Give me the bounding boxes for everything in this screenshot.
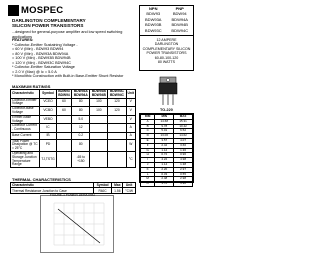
max-cell: Total Power Dissipation @ TC = 25°C	[11, 139, 40, 151]
max-cell: 12	[72, 124, 90, 133]
feature-item: = 2.0 V (Max) @ Ic = 5.0 A	[12, 69, 57, 74]
power-derating-graph	[40, 195, 114, 253]
max-col-header: Characteristic	[11, 90, 40, 99]
dims-cell: 9.78	[155, 124, 174, 129]
dims-cell: M	[141, 177, 155, 182]
max-col-header: BDW93C BDW94C	[108, 90, 126, 99]
desc-line: 12 AMPERE	[156, 37, 177, 42]
max-cell	[90, 115, 108, 124]
max-cell	[108, 132, 126, 139]
max-cell: Collector-Base Voltage	[11, 107, 40, 116]
max-cell: V	[126, 107, 135, 116]
max-cell: 100	[90, 98, 108, 107]
max-cell	[108, 115, 126, 124]
max-cell: TJ,TSTG	[40, 151, 56, 167]
dims-cell: J	[141, 162, 155, 167]
thermal-col-header: Max	[112, 183, 123, 188]
title-line-2: SILICON POWER TRANSISTORS	[12, 23, 84, 29]
document-title	[12, 18, 132, 29]
max-cell: VCBO	[40, 107, 56, 116]
dims-cell: 2.48	[155, 177, 174, 182]
max-cell: 120	[108, 107, 126, 116]
feature-item: * Collector-Emitter Saturation Voltage	[12, 65, 75, 69]
max-cell: 0.2	[72, 132, 90, 139]
graph-title: FIGURE-1 POWER DERATING	[50, 193, 95, 197]
pnp-part: BDW94	[172, 11, 187, 17]
max-cell: IB	[40, 132, 56, 139]
dims-cell: 0.72	[155, 153, 174, 158]
max-cell	[56, 115, 72, 124]
dims-cell: K	[141, 167, 155, 172]
thermal-col-header: Characteristic	[11, 183, 94, 188]
max-cell: IC	[40, 124, 56, 133]
dims-cell: O	[141, 182, 155, 187]
dims-cell: 15.31	[174, 119, 193, 124]
npn-part: BDW93	[146, 11, 161, 17]
dims-cell: G	[141, 148, 155, 153]
max-cell	[56, 151, 72, 167]
max-cell: 100	[90, 107, 108, 116]
max-ratings-row	[11, 124, 136, 133]
max-cell: Operating and Storage Junction Temperature Range	[11, 151, 40, 167]
thermal-cell: °C/W	[123, 188, 136, 193]
dims-cell: 1.36	[174, 148, 193, 153]
dimensions-table	[140, 114, 193, 187]
max-cell	[108, 139, 126, 151]
dims-cell: 4.07	[174, 138, 193, 143]
dims-cell: 1.14	[155, 162, 174, 167]
feature-item: = 100 V (Min) - BDW93B BDW94B	[12, 56, 71, 60]
max-col-header: Symbol	[40, 90, 56, 99]
max-cell	[90, 139, 108, 151]
dims-col: MIN	[155, 115, 174, 120]
max-col-header: BDW93A BDW94A	[72, 90, 90, 99]
max-cell: 5.0	[72, 115, 90, 124]
max-cell: -65 to +150	[72, 151, 90, 167]
npn-part: BDW93C	[144, 27, 162, 33]
npn-part: BDW93B	[145, 22, 162, 28]
dims-cell: E	[141, 138, 155, 143]
desc-line: DARLINGTON	[154, 42, 179, 47]
thermal-cell: Thermal Resistance Junction to Case	[11, 188, 94, 193]
max-cell: 80	[72, 98, 90, 107]
max-cell	[56, 132, 72, 139]
max-cell: VEBO	[40, 115, 56, 124]
dims-cell: 5.01	[155, 129, 174, 134]
dims-cell: 2.20	[155, 167, 174, 172]
max-cell: A	[126, 132, 135, 139]
max-col-header: BDW93B BDW94B	[90, 90, 108, 99]
max-cell	[56, 139, 72, 151]
npn-label: NPN	[149, 6, 158, 11]
max-cell: Collector-Emitter Voltage	[11, 98, 40, 107]
dims-cell: 4.98	[174, 158, 193, 163]
feature-item: = 120 V (Min) - BDW93C BDW94C	[12, 60, 71, 65]
desc-line: 60-80-100-120	[154, 55, 179, 60]
dims-cell: 4.22	[155, 158, 174, 163]
dims-cell: B	[141, 124, 155, 129]
max-cell	[90, 151, 108, 167]
max-cell: 60	[56, 98, 72, 107]
feature-item: = 80 V (Min) - BDW93A BDW94A	[12, 51, 69, 56]
desc-line: POWER TRANSISTORS	[146, 51, 187, 56]
part-row	[140, 28, 193, 33]
thermal-col-header: Unit	[123, 183, 136, 188]
max-cell: 80	[72, 139, 90, 151]
thermal-table	[10, 182, 136, 194]
pnp-label: PNP	[175, 6, 184, 11]
desc-line: 80 WATTS	[157, 59, 176, 64]
thermal-heading: THERMAL CHARACTERISTICS	[12, 177, 71, 182]
max-cell: VCEO	[40, 98, 56, 107]
max-cell: A	[126, 124, 135, 133]
part-description	[140, 35, 193, 64]
npn-part: BDW93A	[145, 16, 162, 22]
dims-cell: 10.42	[174, 124, 193, 129]
dims-cell: 1.38	[174, 162, 193, 167]
max-ratings-row	[11, 151, 136, 167]
max-cell	[90, 124, 108, 133]
dimensions-box	[139, 113, 194, 186]
max-cell: Emitter-Base Voltage	[11, 115, 40, 124]
to220-package-icon	[152, 76, 184, 106]
max-cell: °C	[126, 151, 135, 167]
logo-mark-icon	[8, 5, 19, 16]
max-col-header: Unit	[126, 90, 135, 99]
dims-cell: 2.98	[174, 177, 193, 182]
max-cell: 60	[56, 107, 72, 116]
max-cell	[56, 124, 72, 133]
dims-cell: 1.12	[155, 148, 174, 153]
desc-line: COMPLEMENTARY SILICON	[142, 46, 191, 51]
brand-name: MOSPEC	[21, 5, 64, 16]
dims-cell: A	[141, 119, 155, 124]
max-cell: 80	[72, 107, 90, 116]
max-ratings-table	[10, 89, 136, 168]
dims-cell: 3.66	[174, 143, 193, 148]
pnp-part: BDW94C	[171, 27, 189, 33]
max-cell	[108, 151, 126, 167]
dims-cell: C	[141, 129, 155, 134]
dims-cell: 2.97	[174, 167, 193, 172]
dims-cell: 3.57	[155, 138, 174, 143]
dims-cell: I	[141, 158, 155, 163]
dims-cell: 14.68	[155, 119, 174, 124]
dims-cell: 6.52	[174, 129, 193, 134]
dims-cell: 0.96	[174, 153, 193, 158]
max-cell: Collector Current - Continuous	[11, 124, 40, 133]
max-col-header: BDW93 BDW94	[58, 89, 70, 97]
dims-cell: 2.42	[155, 143, 174, 148]
dims-cell: 0.33	[155, 172, 174, 177]
pnp-part: BDW94B	[171, 22, 188, 28]
max-cell: PD	[40, 139, 56, 151]
dims-row	[141, 182, 193, 187]
dims-cell: 3.90	[174, 182, 193, 187]
dims-cell: 0.55	[174, 172, 193, 177]
max-cell: V	[126, 115, 135, 124]
dims-col: MAX	[174, 115, 193, 120]
max-cell	[108, 124, 126, 133]
part-number-box	[139, 5, 194, 71]
dims-cell: L	[141, 172, 155, 177]
max-cell: V	[126, 98, 135, 107]
max-cell: 120	[108, 98, 126, 107]
features-list	[12, 38, 136, 79]
dims-cell: 3.70	[155, 182, 174, 187]
brand-logo	[8, 5, 64, 16]
description: ...designed for general-purpose amplifier and low speed switching applications	[12, 30, 123, 39]
dims-cell: F	[141, 143, 155, 148]
thermal-cell: RθJC	[93, 188, 112, 193]
feature-item: * Monolithic Construction with Built-in Base-Emitter Shunt Resistor	[12, 74, 124, 78]
dims-cell: D	[141, 134, 155, 139]
dims-col: DIM	[141, 115, 155, 120]
max-ratings-header	[11, 90, 136, 99]
max-cell: Base Current	[11, 132, 40, 139]
title-line-1: DARLINGTON COMPLEMENTARY	[12, 18, 86, 23]
package-label: TO-220	[160, 108, 173, 112]
thermal-col-header: Symbol	[93, 183, 112, 188]
features-label: FEATURES:	[12, 38, 34, 42]
thermal-cell: 1.56	[112, 188, 123, 193]
feature-item: = 60 V (Min) - BDW93 BDW94	[12, 47, 64, 51]
pnp-part: BDW94A	[171, 16, 188, 22]
dims-cell: H	[141, 153, 155, 158]
feature-item: * Collector-Emitter Sustaining Voltage -	[12, 42, 78, 47]
max-cell: W	[126, 139, 135, 151]
dims-cell: 14.62	[174, 134, 193, 139]
max-cell	[90, 132, 108, 139]
dims-cell: 13.06	[155, 134, 174, 139]
max-ratings-row	[11, 107, 136, 116]
max-ratings-heading: MAXIMUM RATINGS	[12, 84, 51, 89]
max-ratings-row	[11, 139, 136, 151]
max-ratings-row	[11, 132, 136, 139]
